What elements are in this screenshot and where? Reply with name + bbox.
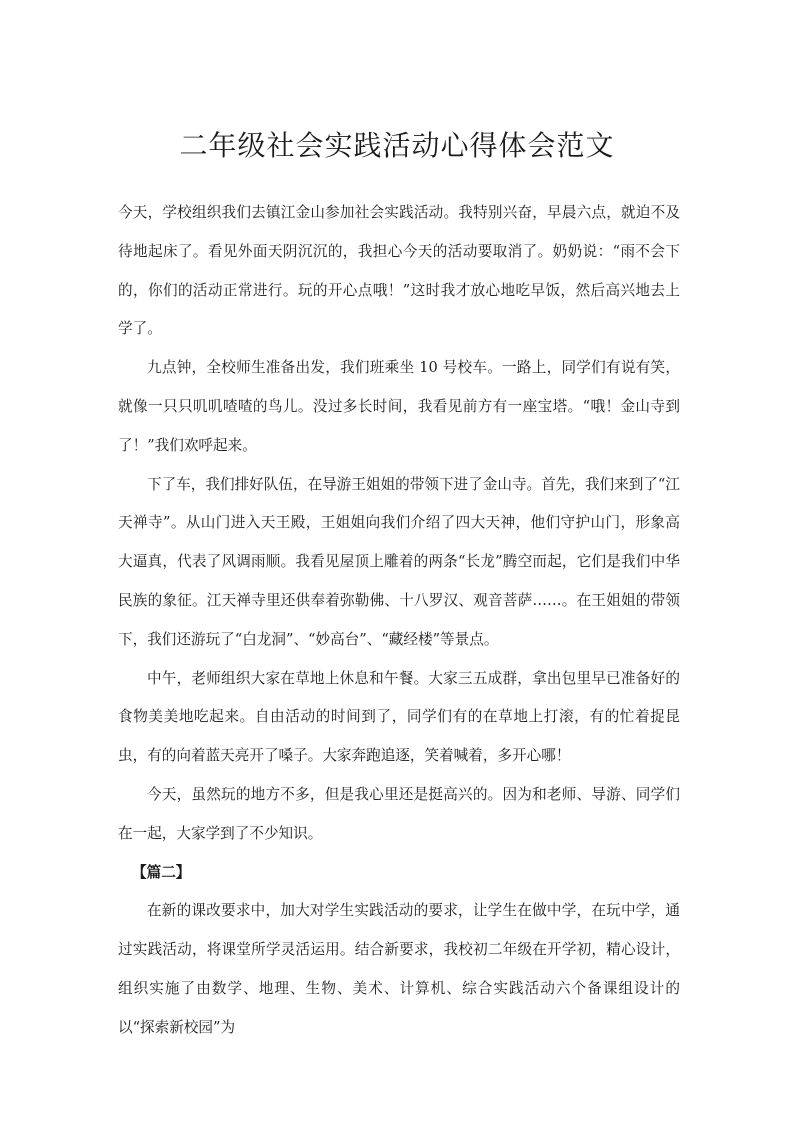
paragraph: 九点钟，全校师生准备出发，我们班乘坐 10 号校车。一路上，同学们有说有笑，就像一只只叽叽喳喳的鸟儿。没过多长时间，我看见前方有一座宝塔。“哦！金山寺到了！”我们欢呼起来。	[118, 359, 680, 454]
paragraph: 下了车，我们排好队伍，在导游王姐姐的带领下进了金山寺。首先，我们来到了“江天禅寺”。从山门进入天王殿，王姐姐向我们介绍了四大天神，他们守护山门，形象高大逼真，代表了风调雨顺。我看见屋顶上雕着的两条“长龙”腾空而起，它们是我们中华民族的象征。江天禅寺里还供奉着弥勒佛、十八罗汉、观音菩萨……。在王姐姐的带领下，我们还游玩了“白龙洞”、“妙高台”、“藏经楼”等景点。	[118, 475, 680, 648]
paragraph: 今天，虽然玩的地方不多，但是我心里还是挺高兴的。因为和老师、导游、同学们在一起，大家学到了不少知识。	[118, 785, 680, 842]
paragraph: 在新的课改要求中，加大对学生实践活动的要求，让学生在做中学，在玩中学，通过实践活动，将课堂所学灵活运用。结合新要求，我校初二年级在开学初，精心设计，组织实施了由数学、地理、生物、美术、计算机、综合实践活动六个备课组设计的以“探索新校园”为	[118, 902, 680, 1036]
section-label: 【篇二】	[132, 863, 191, 881]
document-title: 二年级社会实践活动心得体会范文	[179, 129, 615, 162]
document-body	[118, 194, 680, 1048]
paragraph: 今天，学校组织我们去镇江金山参加社会实践活动。我特别兴奋，早晨六点，就迫不及待地起床了。看见外面天阴沉沉的，我担心今天的活动要取消了。奶奶说：“雨不会下的，你们的活动正常进行。玩的开心点哦！”这时我才放心地吃早饭，然后高兴地去上学了。	[118, 204, 680, 338]
paragraph: 中午，老师组织大家在草地上休息和午餐。大家三五成群，拿出包里早已准备好的食物美美地吃起来。自由活动的时间到了，同学们有的在草地上打滚，有的忙着捉昆虫，有的向着蓝天亮开了嗓子。大家奔跑追逐，笑着喊着，多开心哪！	[118, 669, 680, 765]
